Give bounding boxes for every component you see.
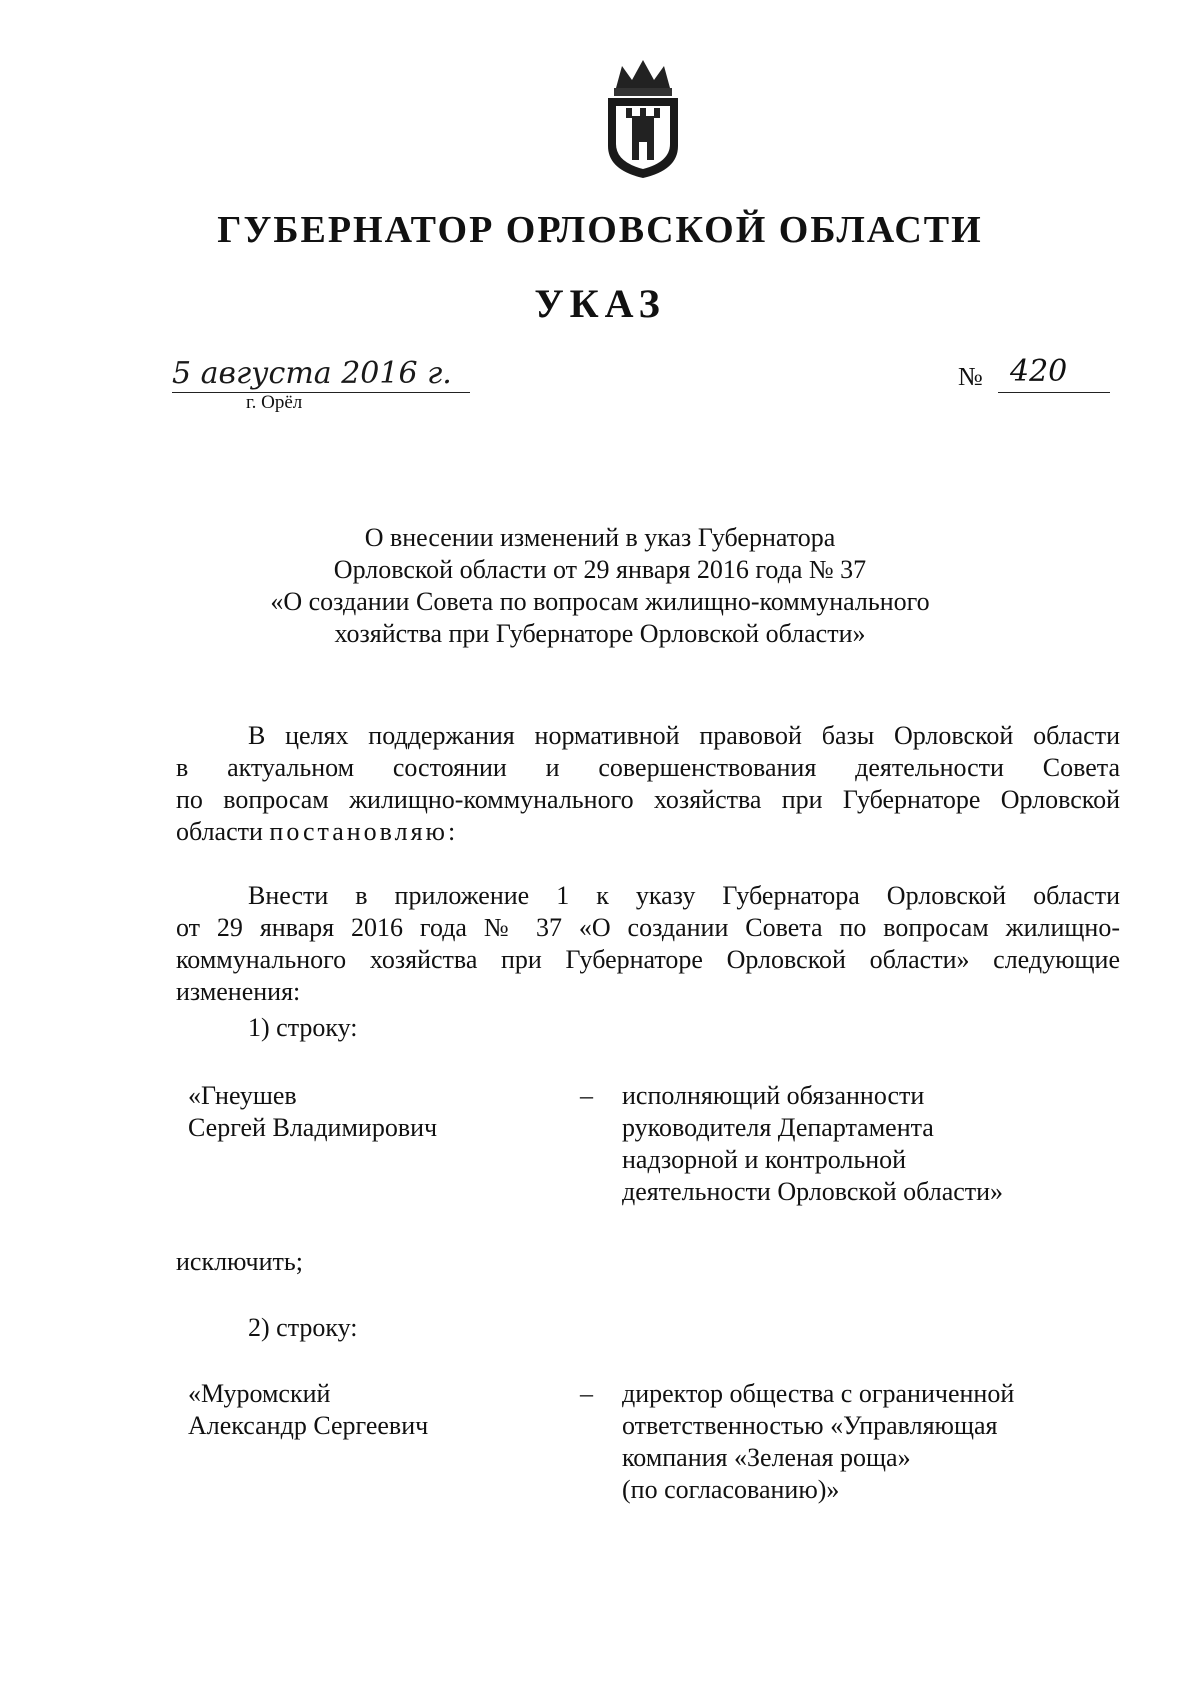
role-line: надзорной и контрольной (622, 1145, 907, 1174)
document-type: УКАЗ (534, 281, 666, 326)
issuer-title: ГУБЕРНАТОР ОРЛОВСКОЙ ОБЛАСТИ (217, 209, 983, 251)
item1-role (622, 1080, 1003, 1208)
body-line: Внести в приложение 1 к указу Губернатора Орловской области (248, 881, 1120, 910)
preamble-line (176, 816, 1120, 848)
name-line: Сергей Владимирович (188, 1113, 438, 1142)
subject-line: О внесении изменений в указ Губернатора (364, 523, 836, 552)
item2-role (622, 1378, 1014, 1506)
preamble-line: В целях поддержания нормативной правовой базы Орловской области (248, 721, 1120, 750)
subject-line: Орловской области от 29 января 2016 года № 37 (333, 555, 867, 584)
role-line: директор общества с ограниченной (622, 1379, 1015, 1408)
item2-name (188, 1378, 428, 1442)
item1-name (188, 1080, 437, 1144)
number-sign: № (958, 362, 983, 391)
number-underline (998, 392, 1110, 393)
role-line: руководителя Департамента (622, 1113, 934, 1142)
body-line: коммунального хозяйства при Губернаторе Орловской области» следующие (176, 945, 1120, 974)
handwritten-date: 5 августа 2016 г. (172, 356, 452, 391)
role-line: компания «Зеленая роща» (622, 1443, 911, 1472)
body-line: изменения: (176, 977, 301, 1006)
item1-dash: – (580, 1081, 593, 1110)
role-line: ответственностью «Управляющая (622, 1411, 998, 1440)
name-line: «Муромский (188, 1379, 331, 1408)
subject-line: «О создании Совета по вопросам жилищно-коммунального (270, 587, 930, 616)
preamble-line: по вопросам жилищно-коммунального хозяйства при Губернаторе Орловской (176, 785, 1120, 814)
item1-label: 1) строку: (248, 1013, 358, 1042)
item2-label: 2) строку: (248, 1313, 358, 1342)
preamble-last-prefix: области (176, 817, 263, 846)
name-line: «Гнеушев (188, 1081, 297, 1110)
role-line: исполняющий обязанности (622, 1081, 925, 1110)
decree-subject (0, 522, 1200, 650)
subject-line: хозяйства при Губернаторе Орловской области» (334, 619, 866, 648)
orel-region-coat-of-arms-icon (598, 58, 688, 180)
preamble-paragraph (176, 720, 1120, 848)
role-line: деятельности Орловской области» (622, 1177, 1004, 1206)
city-label: г. Орёл (246, 392, 303, 413)
item1-action: исключить; (176, 1247, 303, 1276)
role-line: (по согласованию)» (622, 1475, 840, 1504)
decree-operative-word: постановляю: (269, 817, 459, 846)
body-paragraph (176, 880, 1120, 1008)
body-line: от 29 января 2016 года № 37 «О создании Совета по вопросам жилищно- (176, 913, 1120, 942)
item2-dash: – (580, 1379, 593, 1408)
preamble-line: в актуальном состоянии и совершенствования деятельности Совета (176, 753, 1120, 782)
handwritten-number: 420 (1010, 354, 1068, 389)
name-line: Александр Сергеевич (188, 1411, 429, 1440)
date-underline (172, 392, 470, 393)
